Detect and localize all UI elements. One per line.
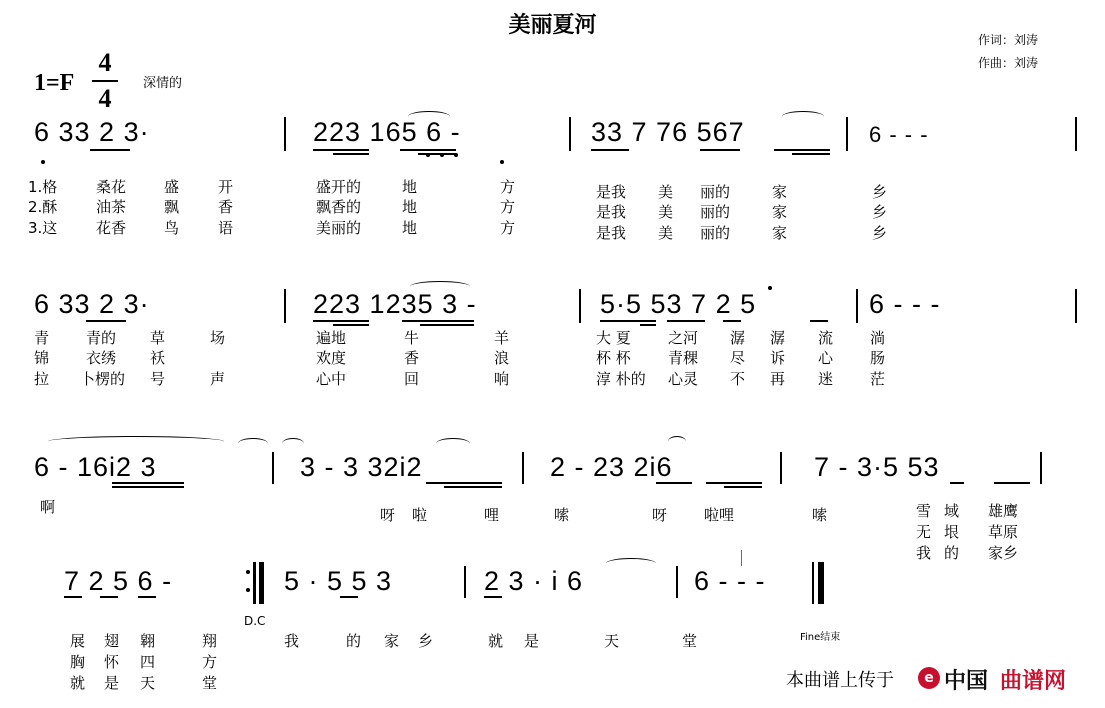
underline <box>792 153 830 155</box>
slur <box>48 436 224 447</box>
lyric: 欢度 <box>316 349 347 367</box>
lyric: 青的 <box>86 329 117 347</box>
barline <box>676 566 678 598</box>
underline <box>640 324 656 326</box>
lyric: 锦 <box>34 349 50 367</box>
lyric: 是 <box>524 632 540 650</box>
lyric: 潺 <box>730 329 746 347</box>
repeat-dot <box>246 570 250 574</box>
lyric: 场 <box>210 329 226 347</box>
underline <box>810 320 828 322</box>
underline <box>774 149 830 151</box>
repeat-barline <box>259 562 264 604</box>
underline <box>656 482 692 484</box>
lyric: 遍地 <box>316 329 347 347</box>
lyric: 青稞 <box>668 349 699 367</box>
low-octave-dot <box>440 153 444 157</box>
lyric: 不 <box>730 370 746 388</box>
composer-credit: 作曲：刘涛 <box>978 56 1039 70</box>
slur <box>782 111 824 122</box>
lyric: 衣绣 <box>86 349 117 367</box>
key-signature: 1=F <box>34 70 75 96</box>
underline <box>100 596 118 598</box>
row4-measure4: 6 - - - <box>694 566 766 596</box>
lyric: 乡 <box>872 183 888 201</box>
lyric: 盛 <box>164 178 180 196</box>
slur <box>436 438 470 449</box>
lyric: 方 <box>500 198 516 216</box>
tie <box>282 438 304 449</box>
underline <box>600 320 656 322</box>
lyric: 潺 <box>770 329 786 347</box>
lyric: 地 <box>402 198 418 216</box>
barline <box>1075 117 1077 151</box>
lyric: 青 <box>34 329 50 347</box>
lyric: 心灵 <box>668 370 699 388</box>
underline <box>950 482 964 484</box>
lyric: 丽的 <box>700 183 731 201</box>
lyric: 3.这 <box>28 219 58 237</box>
lyric: 天 <box>140 674 156 692</box>
tie <box>238 438 268 449</box>
lyric: 再 <box>770 370 786 388</box>
underline <box>64 596 82 598</box>
lyric: 方 <box>202 653 218 671</box>
lyric: 茫 <box>870 370 886 388</box>
lyric: 杯 杯 <box>596 349 631 367</box>
lyric: 嗦 <box>812 506 828 524</box>
barline <box>1075 289 1077 323</box>
lyric: 我 <box>284 632 300 650</box>
lyric: 就 <box>70 674 86 692</box>
lyric: 雪 <box>916 502 932 520</box>
lyric: 卜楞的 <box>80 370 126 388</box>
barline <box>272 452 274 484</box>
underline <box>138 596 156 598</box>
lyric: 家 <box>772 203 788 221</box>
lyric: 家 <box>772 183 788 201</box>
row3-measure3: 2 - 23 2i6 <box>550 452 673 482</box>
lyric: 丽的 <box>700 224 731 242</box>
underline <box>90 149 130 151</box>
lyric: 的 <box>944 544 960 562</box>
low-octave-dot <box>500 160 504 164</box>
lyric: 方 <box>500 178 516 196</box>
lyric: 开 <box>218 178 234 196</box>
lyric: 飘香的 <box>316 198 362 216</box>
barline <box>856 289 858 323</box>
lyric: 回 <box>404 370 420 388</box>
row2-measure2: 223 1235 3 - <box>313 289 477 319</box>
underline <box>86 320 126 322</box>
lyric: 美 <box>658 224 674 242</box>
low-octave-dot <box>426 153 430 157</box>
underline <box>313 149 369 151</box>
lyric: 是我 <box>596 183 627 201</box>
slur <box>410 281 470 292</box>
lyricist-credit: 作词：刘涛 <box>978 33 1039 47</box>
score-title: 美丽夏河 <box>508 13 597 38</box>
underline <box>723 320 741 322</box>
lyric: 雄鹰 <box>988 502 1019 520</box>
underline <box>724 486 762 488</box>
lyric: 家 <box>772 224 788 242</box>
lyric: 翅 <box>104 632 120 650</box>
lyric: 花香 <box>96 219 127 237</box>
lyric: 肠 <box>870 349 886 367</box>
underline <box>333 324 369 326</box>
lyric: 堂 <box>682 632 698 650</box>
lyric: 飘 <box>164 198 180 216</box>
lyric: 家乡 <box>988 544 1019 562</box>
lyric: 香 <box>218 198 234 216</box>
lyric: 大 夏 <box>596 329 631 347</box>
lyric: 淌 <box>870 329 886 347</box>
lyric: 翔 <box>202 632 218 650</box>
underline <box>112 482 184 484</box>
slur <box>606 558 656 569</box>
lyric: 堂 <box>202 674 218 692</box>
barline <box>464 566 466 598</box>
lyric: 翱 <box>140 632 156 650</box>
lyric: 桑花 <box>96 178 127 196</box>
row3-measure2: 3 - 3 32i2 <box>300 452 423 482</box>
lyric: 2.酥 <box>28 198 58 216</box>
site-brand-qupu[interactable]: 曲谱网 <box>1000 669 1067 694</box>
lyric: 呀 <box>380 506 396 524</box>
site-logo-icon: e <box>918 667 940 689</box>
lyric: 四 <box>140 653 156 671</box>
row1-measure3: 33 7 76 567 <box>591 117 745 147</box>
lyric: 乡 <box>872 203 888 221</box>
low-octave-dot <box>454 153 458 157</box>
row3-measure4: 7 - 3·5 53 <box>814 452 940 482</box>
lyric: 呀 <box>652 506 668 524</box>
lyric: 草原 <box>988 523 1019 541</box>
lyric: 袄 <box>150 349 166 367</box>
underline <box>484 596 502 598</box>
lyric: 垠 <box>944 523 960 541</box>
barline <box>569 117 571 151</box>
lyric: 的 <box>346 632 362 650</box>
lyric: 美 <box>658 183 674 201</box>
underline <box>333 153 369 155</box>
underline <box>400 149 456 151</box>
barline <box>284 289 286 323</box>
upload-label: 本曲谱上传于 <box>786 670 894 691</box>
lyric: 心 <box>818 349 834 367</box>
underline <box>444 486 502 488</box>
lyric: 乡 <box>418 632 434 650</box>
lyric: 嗦 <box>554 506 570 524</box>
barline <box>284 117 286 151</box>
meter-bottom: 4 <box>98 84 112 113</box>
lyric: 响 <box>494 370 510 388</box>
underline <box>994 482 1030 484</box>
lyric: 拉 <box>34 370 50 388</box>
underline <box>340 596 358 598</box>
lyric: 哩 <box>484 506 500 524</box>
slur <box>408 111 450 122</box>
lyric: 盛开的 <box>316 178 362 196</box>
cursor-marker <box>741 550 742 566</box>
lyric: 地 <box>402 178 418 196</box>
final-barline <box>812 562 814 604</box>
barline <box>1040 452 1042 484</box>
lyric: 诉 <box>770 349 786 367</box>
row4-measure1: 7 2 5 6 - <box>64 566 173 596</box>
row1-measure1: 6 33 2 3· <box>34 117 150 147</box>
lyric: 啦哩 <box>704 506 735 524</box>
lyric: 淳 朴的 <box>596 370 646 388</box>
lyric: 草 <box>150 329 166 347</box>
final-barline <box>818 562 824 604</box>
expression-mark: 深情的 <box>143 76 183 91</box>
lyric: 地 <box>402 219 418 237</box>
lyric: 香 <box>404 349 420 367</box>
lyric: 是 <box>104 674 120 692</box>
lyric: 胸 <box>70 653 86 671</box>
lyric: 之河 <box>668 329 699 347</box>
barline <box>780 452 782 484</box>
lyric: 1.格 <box>28 178 58 196</box>
underline <box>426 482 502 484</box>
lyric: 号 <box>150 370 166 388</box>
lyric: 浪 <box>494 349 510 367</box>
lyric: 无 <box>916 523 932 541</box>
lyric: 就 <box>488 632 504 650</box>
high-octave-dot <box>768 286 772 290</box>
meter-line <box>92 80 118 82</box>
row4-measure2: 5 · 5 5 3 <box>284 566 393 596</box>
row2-measure4: 6 - - - <box>869 289 941 319</box>
lyric: 天 <box>604 632 620 650</box>
underline <box>700 149 740 151</box>
lyric: 我 <box>916 544 932 562</box>
lyric: 美丽的 <box>316 219 362 237</box>
lyric: 怀 <box>104 653 120 671</box>
dc-mark: D.C <box>244 614 266 628</box>
lyric: 尽 <box>730 349 746 367</box>
row1-measure2: 223 165 6 - <box>313 117 461 147</box>
lyric: 美 <box>658 203 674 221</box>
lyric: 鸟 <box>164 219 180 237</box>
lyric: 乡 <box>872 224 888 242</box>
lyric: 油茶 <box>96 198 127 216</box>
underline <box>591 149 629 151</box>
underline <box>667 320 705 322</box>
underline <box>313 320 369 322</box>
barline <box>579 289 581 323</box>
lyric: 迷 <box>818 370 834 388</box>
slur <box>668 436 686 447</box>
lyric: 语 <box>218 219 234 237</box>
lyric: 域 <box>944 502 960 520</box>
lyric: 家 <box>384 632 400 650</box>
row2-measure3: 5·5 53 7 2 5 <box>600 289 757 319</box>
lyric: 心中 <box>316 370 347 388</box>
underline <box>420 324 474 326</box>
underline <box>706 482 762 484</box>
lyric: 是我 <box>596 224 627 242</box>
lyric: 啊 <box>40 498 56 516</box>
barline <box>522 452 524 484</box>
barline <box>846 117 848 151</box>
underline <box>402 320 474 322</box>
row2-measure1: 6 33 2 3· <box>34 289 150 319</box>
lyric: 流 <box>818 329 834 347</box>
fine-mark: Fine结束 <box>800 632 841 643</box>
lyric: 丽的 <box>700 203 731 221</box>
lyric: 方 <box>500 219 516 237</box>
underline <box>418 153 456 155</box>
lyric: 是我 <box>596 203 627 221</box>
row3-measure1: 6 - 16i2 3 <box>34 452 157 482</box>
repeat-barline <box>253 562 256 604</box>
row1-measure4: 6 - - - <box>869 122 929 147</box>
low-octave-dot <box>41 160 45 164</box>
lyric: 牛 <box>404 329 420 347</box>
lyric: 声 <box>210 370 226 388</box>
row4-measure3: 2 3 · i 6 <box>484 566 584 596</box>
lyric: 展 <box>70 632 86 650</box>
meter-top: 4 <box>98 48 112 77</box>
underline <box>112 486 184 488</box>
lyric: 啦 <box>412 506 428 524</box>
repeat-dot <box>246 588 250 592</box>
site-brand-china[interactable]: 中国 <box>944 669 989 694</box>
lyric: 羊 <box>494 329 510 347</box>
